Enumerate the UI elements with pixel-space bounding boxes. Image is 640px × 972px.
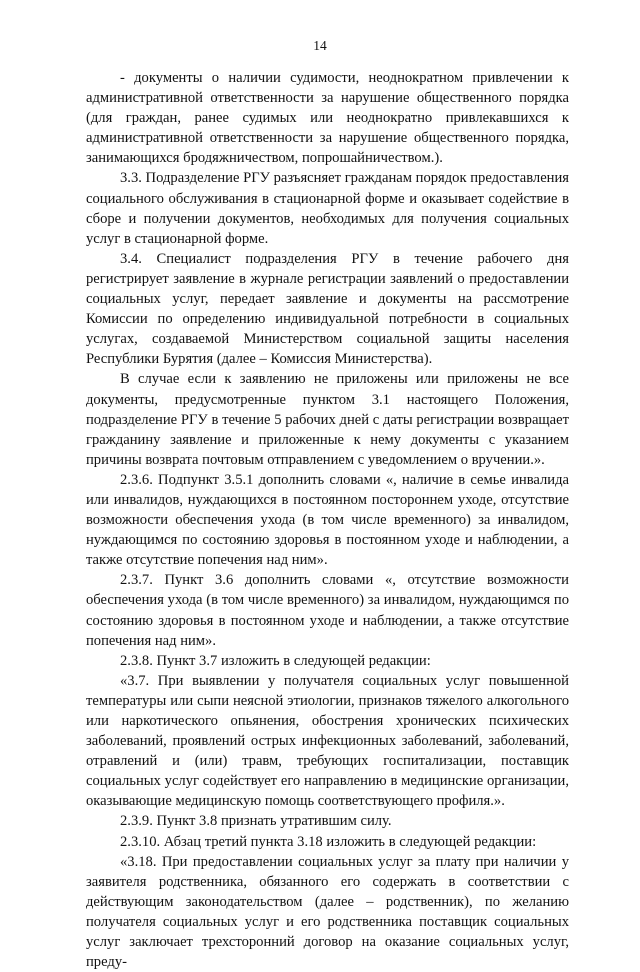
paragraph-2-3-9: 2.3.9. Пункт 3.8 признать утратившим силу.	[120, 813, 392, 830]
paragraph-3-3: 3.3. Подразделение РГУ разъясняет гражданам порядок предоставления социального обслуживания в стационарной форме и оказывает содействие в сборе и получении документов, необходимых для получения социальных услуг в стационарной форме.	[86, 170, 569, 247]
paragraph-2-3-8: 2.3.8. Пункт 3.7 изложить в следующей редакции:	[120, 652, 431, 669]
paragraph-2-3-7: 2.3.7. Пункт 3.6 дополнить словами «, отсутствие возможности обеспечения ухода (в том числе временного) за инвалидом, нуждающимся по состоянию здоровья в постоянном уходе и наблюдении, а также отсутствие попечения над ним».	[86, 572, 569, 649]
paragraph-3-7-new-wording: «3.7. При выявлении у получателя социальных услуг повышенной температуры или сыпи неясной этиологии, признаков тяжелого алкогольного или наркотического опьянения, обострения хронических психических заболеваний, проявлений острых инфекционных заболеваний, заболеваний, отравлений и (или) травм, требующих госпитализации, поставщик социальных услуг содействует его направлению в медицинские организации, оказывающие медицинскую помощь соответствующего профиля.».	[86, 672, 569, 810]
paragraph-documents-criminal-record: - документы о наличии судимости, неоднократном привлечении к административной ответственности за нарушение общественного порядка (для граждан, ранее судимых или неоднократно привлекавшихся к административной ответственности за нарушение общественного порядка, занимающихся бродяжничеством, попрошайничеством.).	[86, 70, 569, 167]
page-number: 14	[313, 38, 327, 53]
paragraph-2-3-6: 2.3.6. Подпункт 3.5.1 дополнить словами «, наличие в семье инвалида или инвалидов, нуждающихся в постоянном постороннем уходе, отсутствие возможности обеспечения ухода (в том числе временного) за инвалидом, нуждающимся по состоянию здоровья в постоянном уходе и наблюдении, а также отсутствие попечения над ним».	[86, 471, 569, 569]
paragraph-3-4: 3.4. Специалист подразделения РГУ в течение рабочего дня регистрирует заявление в журнале регистрации заявлений о предоставлении социальных услуг, передает заявление и документы на рассмотрение Комиссии по определению индивидуальной потребности в социальных услугах, создаваемой Министерством социальной защиты населения Республики Бурятия (далее – Комиссия Министерства).	[86, 250, 569, 368]
paragraph-2-3-10: 2.3.10. Абзац третий пункта 3.18 изложить в следующей редакции:	[120, 833, 537, 850]
paragraph-return-of-application: В случае если к заявлению не приложены или приложены не все документы, предусмотренные пунктом 3.1 настоящего Положения, подразделение РГУ в течение 5 рабочих дней с даты регистрации возвращает гражданину заявление и приложенные к нему документы с указанием причины возврата почтовым отправлением с уведомлением о вручении.».	[86, 371, 569, 468]
paragraph-3-18-new-wording: «3.18. При предоставлении социальных услуг за плату при наличии у заявителя родственника, обязанного его содержать в соответствии с действующим законодательством (далее – родственник), по желанию получателя социальных услуг и его родственника поставщик социальных услуг заключает трехсторонний договор на оказание социальных услуг, преду-	[86, 853, 569, 971]
document-body	[86, 68, 569, 972]
